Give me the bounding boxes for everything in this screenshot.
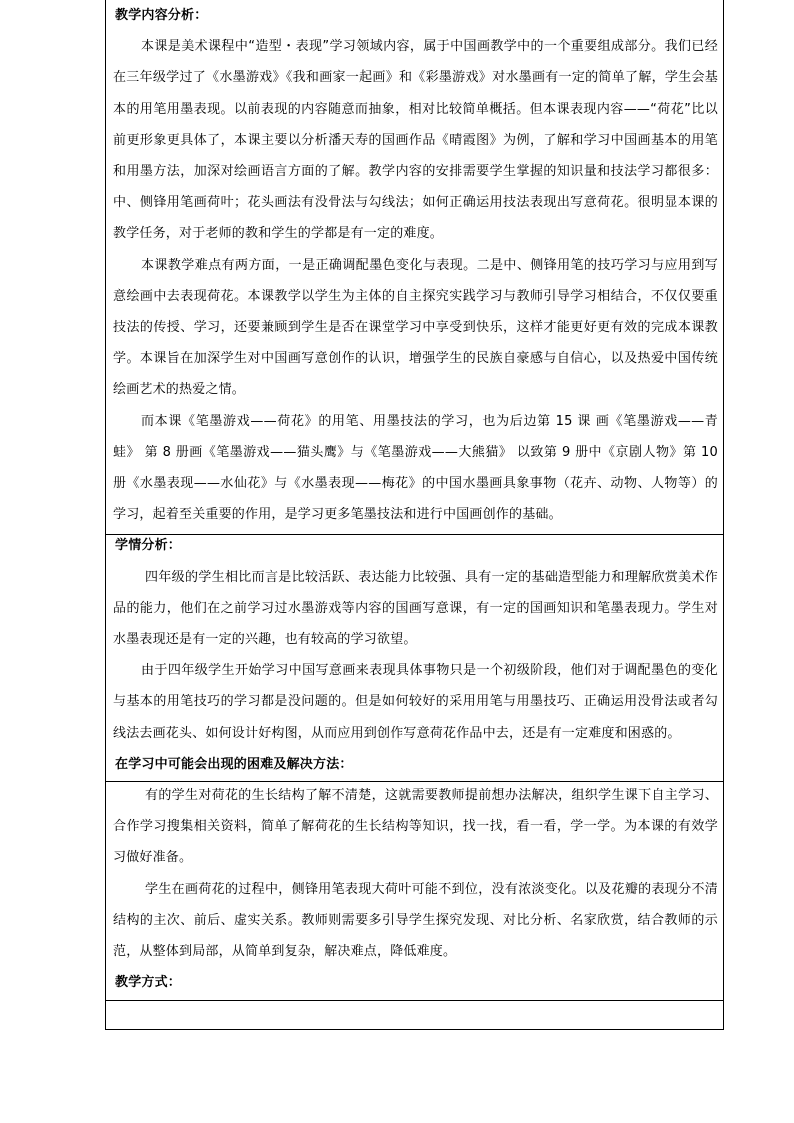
paragraph: 本课教学难点有两方面，一是正确调配墨色变化与表现。二是中、侧锋用笔的技巧学习与应用到写意绘画中去表现荷花。本课教学以学生为主体的自主探究实践学习与教师引导学习相结合，不仅仅要重技法的传授、学习，还要兼顾到学生是否在课堂学习中享受到快乐，这样才能更好更有效的完成本课教学。本课旨在加深学生对中国画写意创作的认识，增强学生的民族自豪感与自信心，以及热爱中国传统绘画艺术的热爱之情。 bbox=[113, 257, 718, 398]
section-student-analysis bbox=[113, 530, 718, 748]
paragraph: 由于四年级学生开始学习中国写意画来表现具体事物只是一个初级阶段，他们对于调配墨色的变化与基本的用笔技巧的学习都是没问题的。但是如何较好的采用用笔与用墨技巧、正确运用没骨法或者勾线法去画花头、如何设计好构图，从而应用到创作写意荷花作品中去，还是有一定难度和困惑的。 bbox=[113, 663, 718, 741]
paragraph: 四年级的学生相比而言是比较活跃、表达能力比较强、具有一定的基础造型能力和理解欣赏美术作品的能力，他们在之前学习过水墨游戏等内容的国画写意课，有一定的国画知识和笔墨表现力。学生对水墨表现还是有一定的兴趣，也有较高的学习欲望。 bbox=[113, 569, 718, 648]
section-teaching-method bbox=[113, 967, 718, 998]
section-heading: 在学习中可能会出现的困难及解决方法： bbox=[115, 756, 353, 772]
row-divider bbox=[106, 1000, 723, 1001]
section-content-analysis bbox=[113, 0, 718, 530]
document-body bbox=[113, 0, 718, 998]
section-heading: 教学内容分析： bbox=[115, 8, 208, 23]
paragraph: 而本课《笔墨游戏——荷花》的用笔、用墨技法的学习，也为后边第 15 课 画《笔墨游戏——青蛙》 第 8 册画《笔墨游戏——猫头鹰》与《笔墨游戏——大熊猫》 以致第 9 册中《京剧人物》第 10 册《水墨表现——水仙花》与《水墨表现——梅花》的中国水墨画具象事物（花卉、动物、人物等）的学习，起着至关重要的作用，是学习更多笔墨技法和进行中国画创作的基础。 bbox=[113, 413, 718, 523]
paragraph: 学生在画荷花的过程中，侧锋用笔表现大荷叶可能不到位，没有浓淡变化。以及花瓣的表现分不清结构的主次、前后、虚实关系。教师则需要多引导学生探究发现、对比分析、名家欣赏，结合教师的示范，从整体到局部，从简单到复杂，解决难点，降低难度。 bbox=[113, 881, 718, 960]
paragraph: 本课是美术课程中“造型・表现”学习领域内容，属于中国画教学中的一个重要组成部分。我们已经在三年级学过了《水墨游戏》《我和画家一起画》和《彩墨游戏》对水墨画有一定的简单了解，学生会基本的用笔用墨表现。以前表现的内容随意而抽象，相对比较简单概括。但本课表现内容——“荷花”比以前更形象更具体了，本课主要以分析潘天寿的国画作品《晴霞图》为例，了解和学习中国画基本的用笔和用墨方法，加深对绘画语言方面的了解。教学内容的安排需要学生掌握的知识量和技法学习都很多：中、侧锋用笔画荷叶；花头画法有没骨法与勾线法；如何正确运用技法表现出写意荷花。很明显本课的教学任务，对于老师的教和学生的学都是有一定的难度。 bbox=[113, 39, 718, 242]
section-heading: 学情分析： bbox=[115, 538, 182, 554]
paragraph: 有的学生对荷花的生长结构了解不清楚，这就需要教师提前想办法解决，组织学生课下自主学习、合作学习搜集相关资料，简单了解荷花的生长结构等知识，找一找，看一看，学一学。为本课的有效学习做好准备。 bbox=[113, 788, 718, 866]
section-heading: 教学方式： bbox=[115, 975, 182, 991]
section-difficulties bbox=[113, 749, 718, 967]
